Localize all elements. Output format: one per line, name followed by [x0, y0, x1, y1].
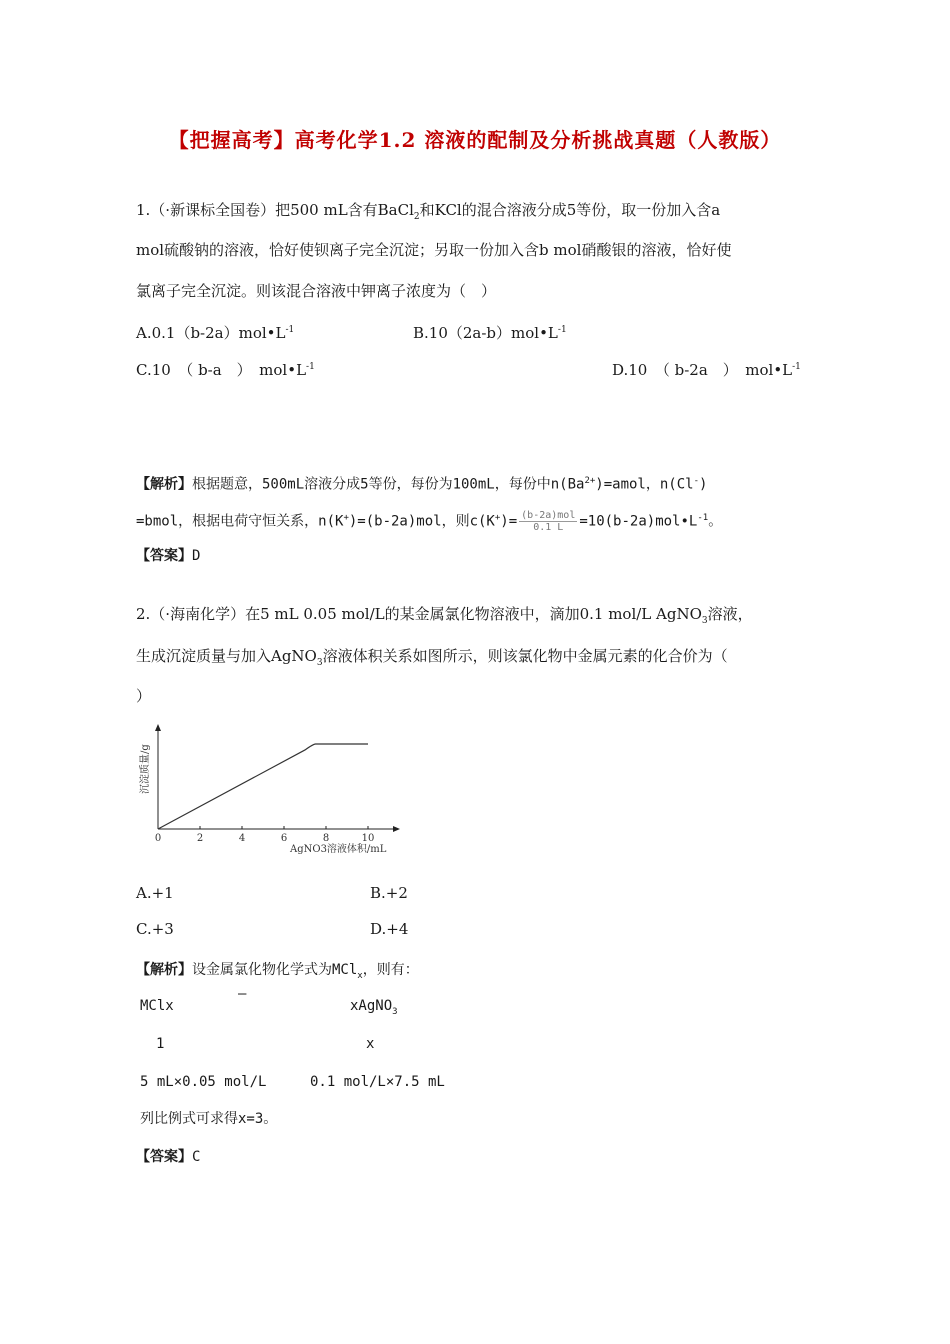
answer-label: 【答案】 [136, 1149, 192, 1165]
x-tick-label: 8 [322, 833, 330, 844]
y-axis-label: 沉淀质量/g [140, 744, 151, 794]
a1-line-1: 【解析】根据题意，500mL溶液分成5等份，每份为100mL，每份中$n(Ba^{2+})=amol$，n(Cl-) [136, 476, 708, 493]
a1-line-2: =bmol，根据电荷守恒关系，n(K+)=(b-2a)mol，则c(K+)= $\frac{\text{(b-2a)mol}}{0.1 L}$ $=10(b-2a)mol•L^{-1}$。 [136, 510, 723, 534]
fraction: $\frac{\text{(b-2a)mol}}{0.1 L}$ [521, 510, 576, 534]
a1-answer: 【答案】D [136, 548, 201, 564]
q1-option-a: $A.0.1(b-2a)mol•L^{-1}$ [136, 324, 295, 342]
q2-line-3: ） [136, 687, 152, 705]
analysis-label: 【解析】 [136, 476, 192, 493]
a2-row-2-right: x [366, 1036, 375, 1052]
q2-option-d: D.+4 [370, 920, 409, 938]
a2-conclusion: 列比例式可求得x=3。 [140, 1111, 278, 1127]
x-tick-label: 2 [196, 833, 204, 844]
a2-row-1-left: MClx [140, 998, 174, 1014]
q2-option-c: C.+3 [136, 920, 174, 938]
series-line [158, 744, 368, 829]
x-tick-label: 0 [154, 833, 162, 844]
q2-option-a: A.+1 [136, 884, 174, 902]
analysis-label: 【解析】 [136, 962, 192, 978]
q1-line-3: 氯离子完全沉淀。则该混合溶液中钾离子浓度为（ ） [136, 282, 497, 300]
a2-row-1-right: xAgNO$_3$ [350, 998, 398, 1017]
q1-line-1: 1.（·新课标全国卷）把500 mL含有BaCl$_2$和KCl的混合溶液分成5等份，取一份加入含a [136, 201, 721, 222]
q2-option-b: B.+2 [370, 884, 408, 902]
q2-line-2: 生成沉淀质量与加入AgNO$_3$溶液体积关系如图所示，则该氯化物中金属元素的化合价为（ [136, 647, 728, 668]
a2-intro: 【解析】设金属氯化物化学式为MCl$_x$，则有： [136, 962, 419, 981]
a2-row-1-mid: — [238, 986, 247, 1002]
x-tick-label: 10 [361, 833, 375, 844]
x-axis-arrow [393, 826, 400, 832]
q1-option-b: $B.10(2a-b)mol•L^{-1}$ [413, 324, 567, 342]
a2-row-3-left: 5 mL×0.05 mol/L [140, 1074, 267, 1090]
x-axis-label: AgNO3溶液体积/mL [290, 844, 387, 855]
x-tick-label: 6 [280, 833, 288, 844]
y-axis-arrow [155, 724, 161, 731]
a2-row-3-right: 0.1 mol/L×7.5 mL [310, 1074, 445, 1090]
q1-option-c: C.10 （ b-a ） $mol•L^{-1}$ [136, 361, 315, 379]
a2-row-2-left: 1 [156, 1036, 165, 1052]
q2-line-1: 2.（·海南化学）在5 mL 0.05 mol/L的某金属氯化物溶液中，滴加0.1 mol/L AgNO$_3$溶液， [136, 605, 753, 626]
precipitate-chart [130, 722, 410, 862]
q1-option-d: D.10 （ b-2a ） $mol•L^{-1}$ [612, 361, 801, 379]
page-title: 【把握高考】高考化学1.2 溶液的配制及分析挑战真题（人教版） [168, 128, 782, 152]
answer-label: 【答案】 [136, 548, 192, 564]
a2-answer: 【答案】C [136, 1149, 201, 1165]
q1-line-2: mol硫酸钠的溶液，恰好使钡离子完全沉淀；另取一份加入含b mol硝酸银的溶液，恰好使 [136, 241, 732, 259]
x-tick-label: 4 [238, 833, 246, 844]
